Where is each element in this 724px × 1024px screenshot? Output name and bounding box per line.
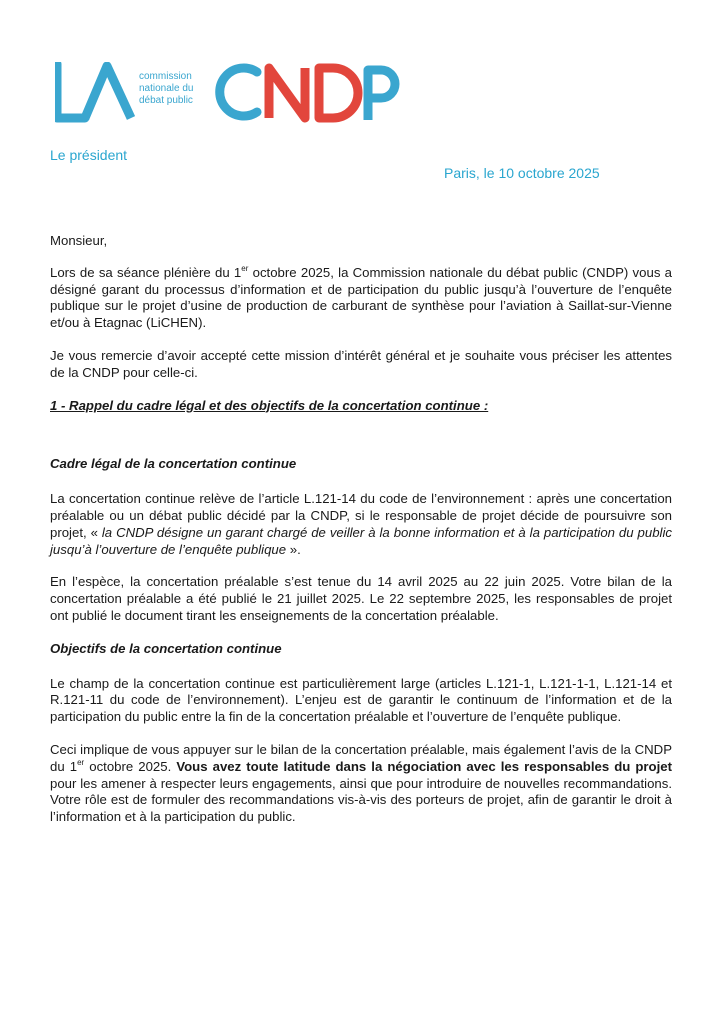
logo-line-1: commission	[139, 71, 192, 82]
salutation: Monsieur,	[50, 233, 108, 248]
p3-quote: la CNDP désigne un garant chargé de veiller à la bonne information et à la participation du public jusqu’à l’ouverture de l’enquête publique	[50, 524, 672, 557]
p1-text-a: Lors de sa séance plénière du 1	[50, 264, 242, 280]
p6-superscript: er	[77, 757, 85, 767]
paragraph-1	[50, 265, 672, 332]
paragraph-4: En l’espèce, la concertation préalable s’est tenue du 14 avril 2025 au 22 juin 2025. Votre bilan de la concertation préalable a été publié le 21 juillet 2025. Le 22 septembre 2025, les responsables de projet ont publié le document tirant les enseignements de la concertation préalable.	[50, 574, 672, 623]
p3-text-b: ».	[286, 541, 301, 557]
p3-text-a: La concertation continue relève de l’article L.121-14 du code de l’environnement : après une concertation préalable ou un débat public décidé par la CNDP, si le responsable de projet décide de poursuivre son projet, «	[50, 491, 672, 540]
p1-superscript: er	[241, 263, 249, 273]
paragraph-6	[50, 742, 672, 826]
p6-text-c: pour les amener à respecter leurs engagements, ainsi que pour introduire de nouvelles recommandations. Votre rôle est de formuler des recommandations vis-à-vis des porteurs de projet, afin de garantir le droit à l’information et à la participation du public.	[50, 775, 672, 825]
p1-text-b: octobre 2025, la Commission nationale du débat public (CNDP) vous a désigné garant du processus d’information et de participation du public jusqu’à l’ouverture de l’enquête publique sur le projet d’usine de production de carburant de synthèse pour l’aviation à Saillat-sur-Vienne et/ou à Etagnac (LiCHEN).	[50, 264, 672, 331]
logo-line-2: nationale du	[139, 83, 194, 94]
cndp-logo	[55, 62, 400, 124]
logo-graphic	[55, 62, 400, 124]
p6-text-b: octobre 2025.	[84, 758, 177, 774]
paragraph-3	[50, 491, 672, 558]
logo-line-3: débat public	[139, 95, 193, 106]
subtitle-legal-frame: Cadre légal de la concertation continue	[50, 456, 297, 472]
sender-title: Le président	[50, 147, 128, 163]
letter-body	[50, 233, 672, 826]
p6-emphasis: Vous avez toute latitude dans la négociation avec les responsables du projet	[176, 758, 672, 774]
letter-date: Paris, le 10 octobre 2025	[444, 165, 600, 181]
subtitle-objectives: Objectifs de la concertation continue	[50, 640, 282, 656]
p6-text-a: Ceci implique de vous appuyer sur le bilan de la concertation préalable, mais également l’avis de la CNDP du 1	[50, 741, 672, 774]
logo-caption	[139, 71, 194, 107]
paragraph-2: Je vous remercie d’avoir accepté cette mission d’intérêt général et je souhaite vous préciser les attentes de la CNDP pour celle-ci.	[50, 347, 672, 380]
section-title-1: 1 - Rappel du cadre légal et des objectifs de la concertation continue :	[50, 397, 489, 413]
paragraph-5: Le champ de la concertation continue est particulièrement large (articles L.121-1, L.121-1-1, L.121-14 et R.121-11 du code de l’environnement). L’enjeu est de garantir le continuum de l’information et de la participation du public entre la fin de la concertation préalable et l’ouverture de l’enquête publique.	[50, 675, 672, 725]
